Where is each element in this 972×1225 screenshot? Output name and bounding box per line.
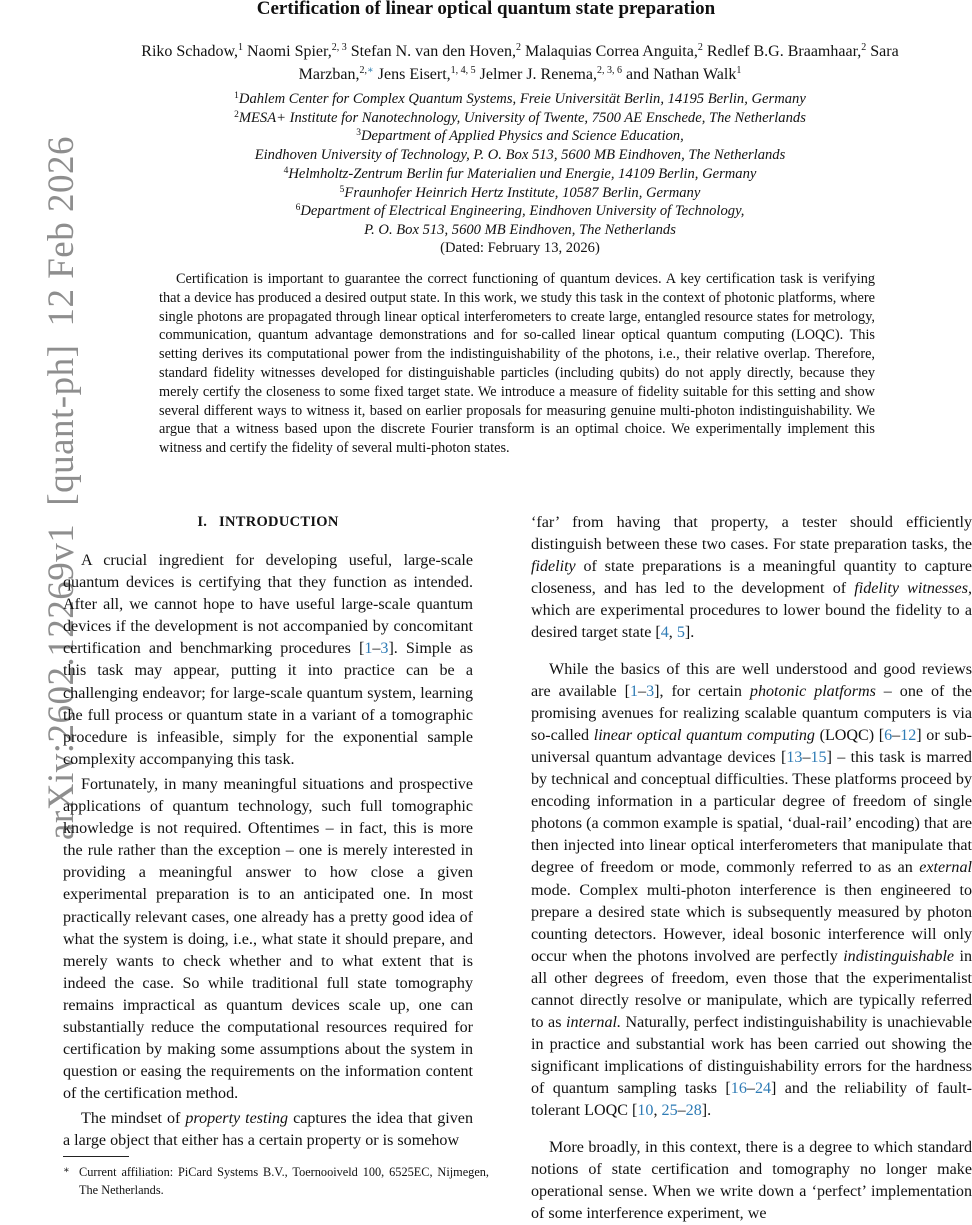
text-run: ], for certain	[654, 682, 750, 700]
author	[626, 66, 741, 83]
text-run: –	[638, 682, 647, 700]
citation-link: 25	[661, 1102, 678, 1120]
citation-link: 5	[676, 624, 685, 642]
affiliation-text: MESA+ Institute for Nanotechnology, University of Twente, 7500 AE Enschede, The Netherlands	[238, 109, 806, 126]
author-footnote-mark: ∗	[367, 65, 374, 76]
left-paragraphs	[63, 550, 473, 1153]
footnote-mark: ∗	[63, 1165, 70, 1176]
affiliation-mark: 6	[295, 203, 301, 214]
footnote-text: Current affiliation: PiCard Systems B.V., Toernooiveld 100, 6525EC, Nijmegen, The Netherlands.	[79, 1165, 489, 1197]
author-affil-mark: 2, 3	[331, 42, 347, 53]
author-affil-mark: 2, 3, 6	[596, 65, 622, 76]
citation-link: 3	[646, 682, 655, 700]
footnote-rule	[63, 1156, 129, 1157]
citation-link: 1	[629, 682, 639, 700]
affiliation-line	[130, 109, 910, 128]
text-run: ‘far’ from having that property, a tester should efficiently distinguish between these two cases. For state preparation tasks, the	[531, 514, 972, 554]
author-name: Jelmer J. Renema,	[479, 66, 597, 83]
text-run: ] – this task is marred by technical and conceptual difficulties. These platforms proceed by encoding information in a particular degree of freedom of single photons (a common example is spatial, ‘dual-rail’ encoding) that are then injected into linear optical interferometers that manipulate that degree of freedom or mode, commonly referred to as an	[531, 748, 972, 877]
author	[480, 66, 622, 83]
affiliation-text: Helmholtz-Zentrum Berlin fur Materialien und Energie, 14109 Berlin, Germany	[288, 165, 757, 182]
citation-link: 15	[810, 748, 827, 766]
affiliation-mark: 2	[234, 109, 239, 120]
emphasis: indistinguishable	[843, 947, 955, 965]
affiliation-line	[130, 221, 910, 240]
author-affil-mark: 2,	[359, 65, 367, 76]
author-name: Stefan N. van den Hoven,	[350, 43, 516, 60]
text-run: A crucial ingredient for developing useful, large-scale quantum devices is certifying that they function as intended. After all, we cannot hope to have useful large-scale quantum devices if the development is not accompanied by concomitant certification and benchmarking procedures [	[63, 552, 473, 658]
body-paragraph	[63, 774, 473, 1105]
text-run: Fortunately, in many meaningful situations and prospective applications of quantum technology, such full tomographic knowledge is not required. Oftentimes – in fact, this is more the rule rather than the exception – one is merely interested in providing a meaningful answer to how close a given experimental preparation is to an anticipated one. In most practically relevant cases, one already has a pretty good idea of what the system is doing, i.e., what state it should prepare, and merely wants to check whether and to what extent that is indeed the case. So while traditional full state tomography remains impractical as quantum devices scale up, one can substantially reduce the computational resources required for certification by making some assumptions about the system in question or easing the requirements on the information content of the certification method.	[63, 775, 473, 1103]
affiliation-line	[130, 184, 910, 203]
abstract: Certification is important to guarantee the correct functioning of quantum devices. A key certification task is verifying that a device has produced a desired output state. In this work, we study this task in the context of photonic platforms, where single photons are propagated through linear optical interferometers to create large, entangled resource states for metrology, communication, quantum advantage demonstrations and for so-called linear optical quantum computing (LOQC). This setting derives its computational power from the indistinguishability of the photons, i.e., their relative overlap. Therefore, standard fidelity witnesses developed for distinguishable particles (including qubits) do not apply directly, because they merely certify the closeness to some fixed target state. We introduce a measure of fidelity suitable for this setting and show several different ways to witness it, based on earlier proposals for measuring genuine multi-photon indistinguishability. We argue that a witness based upon the discrete Fourier transform is an optimal choice. We experimentally implement this witness and certify the fidelity of several multi-photon states.	[159, 271, 875, 457]
author	[141, 43, 243, 60]
text-run: ] and the reliability of fault-tolerant LOQC [	[531, 1080, 972, 1120]
citation-link: 4	[660, 624, 669, 642]
emphasis: external	[919, 859, 972, 877]
paper-title: Certification of linear optical quantum state preparation	[256, 0, 716, 19]
affiliation-text: Fraunhofer Heinrich Hertz Institute, 10587 Berlin, Germany	[344, 184, 701, 201]
section-number: I.	[197, 514, 208, 530]
author-name: Sara Marzban,	[298, 43, 899, 83]
author-affil-mark: 2	[861, 42, 867, 53]
text-run: –	[892, 726, 901, 744]
text-run: mode. Complex multi-photon interference is then engineered to prepare a desired state which is subsequently measured by photon counting detectors. However, ideal bosonic interference will only occur when the photons involved are perfectly	[531, 881, 972, 965]
body-paragraph	[531, 659, 972, 1123]
author-list	[130, 40, 910, 86]
author-name: and Nathan Walk	[625, 66, 737, 83]
citation-link: 12	[900, 726, 917, 744]
text-run: ].	[684, 624, 695, 642]
text-run: Naturally, perfect indistinguishability is unachievable in practice and substantial work has been carried out showing the significant implications of distinguishability errors for the hardness of quantum sampling tasks [	[531, 1014, 972, 1098]
citation-link: 3	[380, 640, 389, 658]
author-name: Naomi Spier,	[247, 43, 332, 60]
author-affil-mark: 1	[736, 65, 742, 76]
text-run: (LOQC) [	[814, 726, 885, 744]
text-run: ] or sub-universal quantum advantage devices [	[531, 726, 972, 766]
text-run: ]. Simple as this task may appear, putting it into practice can be a challenging endeavor; for large-scale quantum system, learning the full process or quantum state in a variant of a tomographic procedure is infeasible, simply for the exponential sample complexity accompanying this task.	[63, 640, 473, 768]
text-run: , which are experimental procedures to lower bound the fidelity to a desired target state [	[531, 580, 972, 642]
text-run: ].	[701, 1102, 712, 1120]
body-paragraph	[63, 1108, 473, 1152]
right-paragraphs	[531, 512, 972, 1225]
text-run: ,	[653, 1102, 662, 1120]
text-run: –	[746, 1080, 755, 1098]
author-affil-mark: 1	[238, 42, 244, 53]
affiliation-mark: 4	[283, 165, 289, 176]
right-column	[531, 512, 972, 1225]
dated-line: (Dated: February 13, 2026)	[440, 240, 600, 256]
arxiv-category: [quant-ph]	[41, 344, 82, 506]
body-paragraph	[531, 1137, 972, 1225]
author-affil-mark: 1, 4, 5	[450, 65, 476, 76]
body-paragraph	[63, 550, 473, 771]
text-run: –	[372, 640, 381, 658]
text-run: More broadly, in this context, there is a degree to which standard notions of state certification and tomography no longer make operational sense. When we write down a ‘perfect’ implementation of some interference experiment, we	[531, 1138, 972, 1222]
citation-link: 24	[754, 1080, 772, 1098]
text-run: – one of the promising avenues for realizing scalable quantum computers is via so-called	[531, 682, 972, 744]
emphasis: linear optical quantum computing	[593, 726, 815, 744]
footnote	[63, 1162, 489, 1199]
emphasis: fidelity witnesses	[854, 580, 968, 598]
citation-link: 28	[685, 1102, 702, 1120]
affiliation-line	[130, 202, 910, 221]
affiliation-mark: 3	[356, 128, 361, 139]
author-name: Redlef B.G. Braamhaar,	[706, 43, 862, 60]
author	[351, 43, 521, 60]
affiliation-list	[130, 90, 910, 240]
arxiv-date: 12 Feb 2026	[41, 136, 82, 327]
affiliation-text: P. O. Box 513, 5600 MB Eindhoven, The Netherlands	[364, 221, 676, 238]
text-run: –	[802, 748, 811, 766]
affiliation-mark: 5	[339, 184, 345, 195]
left-column	[63, 512, 473, 1153]
arxiv-id: arXiv:2602.12269v1	[41, 523, 82, 840]
affiliation-line	[130, 127, 910, 146]
text-run: ,	[668, 624, 677, 642]
citation-link: 10	[637, 1102, 654, 1120]
affiliation-text: Department of Applied Physics and Science Education,	[361, 128, 684, 145]
author-name: Riko Schadow,	[141, 43, 239, 60]
affiliation-text: Eindhoven University of Technology, P. O. Box 513, 5600 MB Eindhoven, The Netherlands	[254, 147, 786, 164]
author	[707, 43, 866, 60]
citation-link: 1	[364, 640, 373, 658]
author	[525, 43, 703, 60]
citation-link: 16	[730, 1080, 747, 1098]
author	[247, 43, 347, 60]
text-run: The mindset of	[81, 1110, 186, 1128]
affiliation-line	[130, 146, 910, 165]
emphasis: photonic platforms	[749, 682, 876, 700]
section-title: INTRODUCTION	[219, 514, 339, 530]
affiliation-text: Dahlem Center for Complex Quantum Systems, Freie Universität Berlin, 14195 Berlin, Germany	[238, 91, 806, 107]
affiliation-text: Department of Electrical Engineering, Eindhoven University of Technology,	[300, 203, 745, 220]
emphasis: fidelity	[531, 558, 576, 576]
text-run: –	[677, 1102, 686, 1120]
author-affil-mark: 2	[516, 42, 521, 53]
author-name: Malaquias Correa Anguita,	[525, 43, 698, 60]
text-run: of state preparations is a meaningful quantity to capture closeness, and has led to the development of	[531, 558, 972, 598]
affiliation-line	[130, 165, 910, 184]
citation-link: 13	[786, 748, 803, 766]
text-run: While the basics of this are well understood and good reviews are available [	[531, 660, 972, 700]
author-affil-mark: 2	[697, 42, 703, 53]
body-paragraph	[531, 512, 972, 645]
text-run: captures the idea that given a large object that either has a certain property or is somehow	[63, 1110, 473, 1150]
author	[378, 66, 476, 83]
citation-link: 6	[884, 726, 893, 744]
author-name: Jens Eisert,	[377, 66, 451, 83]
emphasis: property testing	[185, 1110, 289, 1128]
affiliation-line	[130, 90, 910, 109]
text-run: in all other degrees of freedom, even those that the experimentalist cannot directly resolve or manipulate, which are typically referred to as	[531, 947, 972, 1032]
emphasis: internal.	[566, 1014, 621, 1032]
section-heading	[63, 512, 473, 533]
affiliation-mark: 1	[234, 91, 239, 101]
